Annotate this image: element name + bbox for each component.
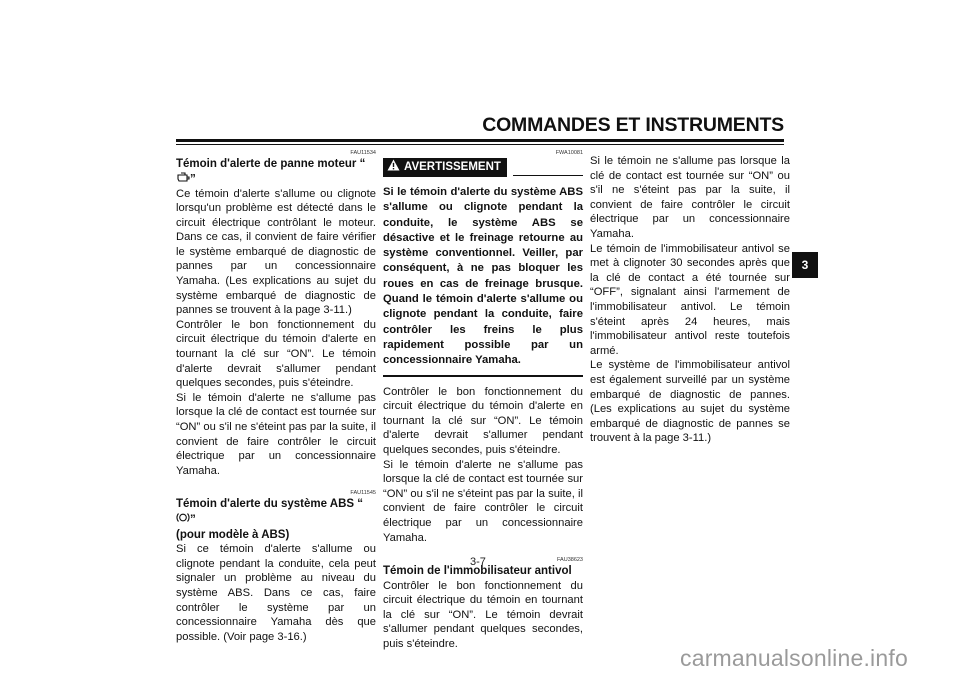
column-2	[383, 150, 583, 652]
paragraph: Contrôler le bon fonctionnement du circuit électrique du témoin d'alerte en tournant la clé sur “ON”. Le témoin d'alerte devrait s'allumer pendant quelques secondes, puis s'éteindre.	[176, 318, 376, 390]
watermark: carmanualsonline.info	[680, 645, 908, 671]
warning-badge	[383, 158, 507, 177]
column-1	[176, 150, 376, 644]
paragraph: Si le témoin d'alerte ne s'allume pas lorsque la clé de contact est tournée sur “ON” ou s'il ne s'éteint pas par la suite, il convient de faire contrôler le circuit électrique par un concessionnaire Yamaha.	[176, 391, 376, 477]
heading-quote: ”	[190, 513, 196, 526]
section-heading-engine-warning	[176, 157, 376, 187]
section-subheading: (pour modèle à ABS)	[176, 528, 290, 541]
warning-code: FWA10081	[555, 150, 583, 156]
heading-quote: ”	[190, 172, 196, 185]
page-header-title: COMMANDES ET INSTRUMENTS	[482, 114, 784, 136]
warning-end-rule	[383, 375, 583, 377]
paragraph: Ce témoin d'alerte s'allume ou clignote lorsqu'un problème est détecté dans le circuit électrique contrôlant le moteur. Dans ce cas, il convient de faire vérifier le système embarqué de diagnostic de pannes par un concessionnaire Yamaha. (Les explications au sujet du système embarqué de diagnostic de pannes se trouvent à la page 3-11.)	[176, 187, 376, 317]
paragraph: Le système de l'immobilisateur antivol est également surveillé par un système embarqué de diagnostic de pannes. (Les explications au sujet du système embarqué de diagnostic de pannes se trouvent à la page 3-11.)	[590, 359, 790, 445]
paragraph: Contrôler le bon fonctionnement du circuit électrique du témoin d'alerte en tournant la clé sur “ON”. Le témoin d'alerte devrait s'allumer pendant quelques secondes, puis s'éteindre.	[383, 385, 583, 456]
warning-text: Si le témoin d'alerte du système ABS s'allume ou clignote pendant la conduite, le système ABS se désactive et le freinage retourne au système conventionnel. Veiller, par conséquent, à ne pas bloquer les roues en cas de freinage brusque. Quand le témoin d'alerte s'allume ou clignote pendant la conduite, faire contrôler les freins le plus rapidement possible par un concessionnaire Yamaha.	[383, 186, 583, 367]
paragraph: Si le témoin d'alerte ne s'allume pas lorsque la clé de contact est tournée sur “ON” ou s'il ne s'éteint pas par la suite, il convient de faire contrôler le circuit électrique par un concessionnaire Yamaha.	[383, 458, 583, 544]
section-heading-abs-warning	[176, 497, 376, 527]
warning-rule	[513, 175, 583, 176]
paragraph: Le témoin de l'immobilisateur antivol se met à clignoter 30 secondes après que la clé de contact a été tournée sur “OFF”, signalant ainsi l'armement de l'immobilisateur antivol. Le témoin s'éteint après 24 heures, mais l'immobilisateur antivol reste toutefois armé.	[590, 242, 790, 357]
chapter-tab: 3	[792, 252, 818, 278]
abs-icon	[176, 512, 190, 528]
heading-text: Témoin d'alerte de panne moteur “	[176, 158, 366, 170]
header-rule-thin	[176, 144, 784, 145]
warning-label: AVERTISSEMENT	[404, 161, 501, 174]
section-code: FAU38623	[557, 557, 583, 564]
warning-header	[383, 158, 583, 177]
section-code: FAU11545	[350, 490, 376, 497]
paragraph: Si le témoin ne s'allume pas lorsque la clé de contact est tournée sur “ON” ou s'il ne s'éteint pas par la suite, il convient de faire contrôler le circuit électrique par un concessionnaire Yamaha.	[590, 155, 790, 240]
section-code: FAU11534	[350, 150, 376, 156]
heading-text: Témoin d'alerte du système ABS “	[176, 498, 363, 511]
section-heading-immobilizer: Témoin de l'immobilisateur antivol	[383, 565, 572, 578]
header-rule-thick	[176, 139, 784, 142]
paragraph: Contrôler le bon fonctionnement du circuit électrique du témoin en tournant la clé sur “ON”. Le témoin devrait s'allumer pendant quelques secondes, puis s'éteindre.	[383, 579, 583, 651]
page-number: 3-7	[470, 556, 486, 568]
engine-icon	[176, 172, 190, 187]
paragraph: Si ce témoin d'alerte s'allume ou clignote pendant la conduite, cela peut signaler un problème au niveau du système ABS. Dans ce cas, faire contrôler le système par un concessionnaire Yamaha dès que possible. (Voir page 3-16.)	[176, 543, 376, 643]
warning-triangle-icon	[387, 159, 400, 176]
column-3	[590, 154, 790, 446]
